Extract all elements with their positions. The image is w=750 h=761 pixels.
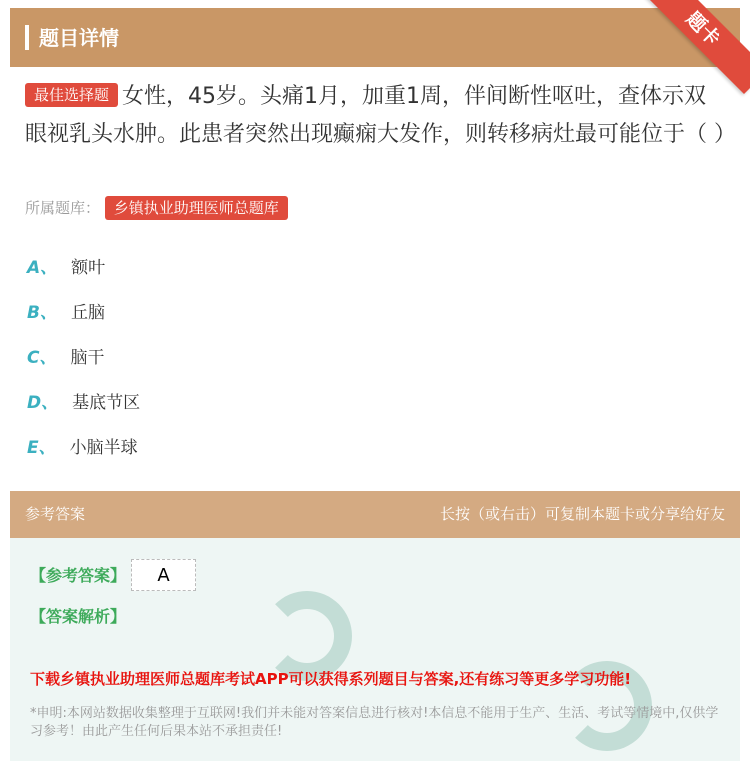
question [25, 78, 736, 154]
bank-label: 所属题库： [25, 199, 101, 217]
option-text: 丘脑 [70, 303, 105, 323]
option-e[interactable] [27, 433, 138, 458]
option-letter: B、 [27, 303, 57, 323]
option-a[interactable] [27, 253, 105, 278]
ref-answer-label: 【参考答案】 [30, 566, 127, 585]
option-text: 基底节区 [72, 393, 141, 413]
option-letter: C、 [27, 348, 57, 368]
bank-tag[interactable]: 乡镇执业助理医师总题库 [105, 196, 288, 220]
option-c[interactable] [27, 343, 104, 368]
answer-panel [10, 491, 740, 761]
option-letter: A、 [27, 258, 58, 278]
page-title: 题目详情 [39, 26, 119, 50]
answer-title: 参考答案 [25, 505, 86, 523]
header-bar [10, 8, 740, 67]
analysis-label: 【答案解析】 [30, 607, 127, 626]
ref-answer-value: A [131, 559, 196, 591]
question-type-tag: 最佳选择题 [25, 83, 118, 107]
option-letter: E、 [27, 438, 56, 458]
option-text: 额叶 [71, 258, 106, 278]
disclaimer: *申明:本网站数据收集整理于互联网!我们并未能对答案信息进行核对!本信息不能用于生产、生活、考试等情境中,仅供学习参考！由此产生任何后果本站不承担责任! [30, 706, 719, 739]
card-ribbon: 题卡 [638, 0, 750, 94]
option-letter: D、 [27, 393, 59, 413]
option-text: 小脑半球 [69, 438, 138, 458]
app-promo[interactable]: 下载乡镇执业助理医师总题库考试APP可以获得系列题目与答案,还有练习等更多学习功能! [30, 670, 632, 688]
option-text: 脑干 [70, 348, 105, 368]
option-b[interactable] [27, 298, 105, 323]
answer-header [10, 491, 740, 538]
title-accent [25, 25, 29, 50]
question-text: 女性，45岁。头痛1月，加重1周，伴间断性呕吐，查体示双眼视乳头水肿。此患者突然出现癫痫大发作，则转移病灶最可能位于（ ） [25, 84, 736, 147]
question-bank [25, 196, 292, 220]
share-hint: 长按（或右击）可复制本题卡或分享给好友 [439, 505, 725, 523]
option-d[interactable] [27, 388, 140, 413]
